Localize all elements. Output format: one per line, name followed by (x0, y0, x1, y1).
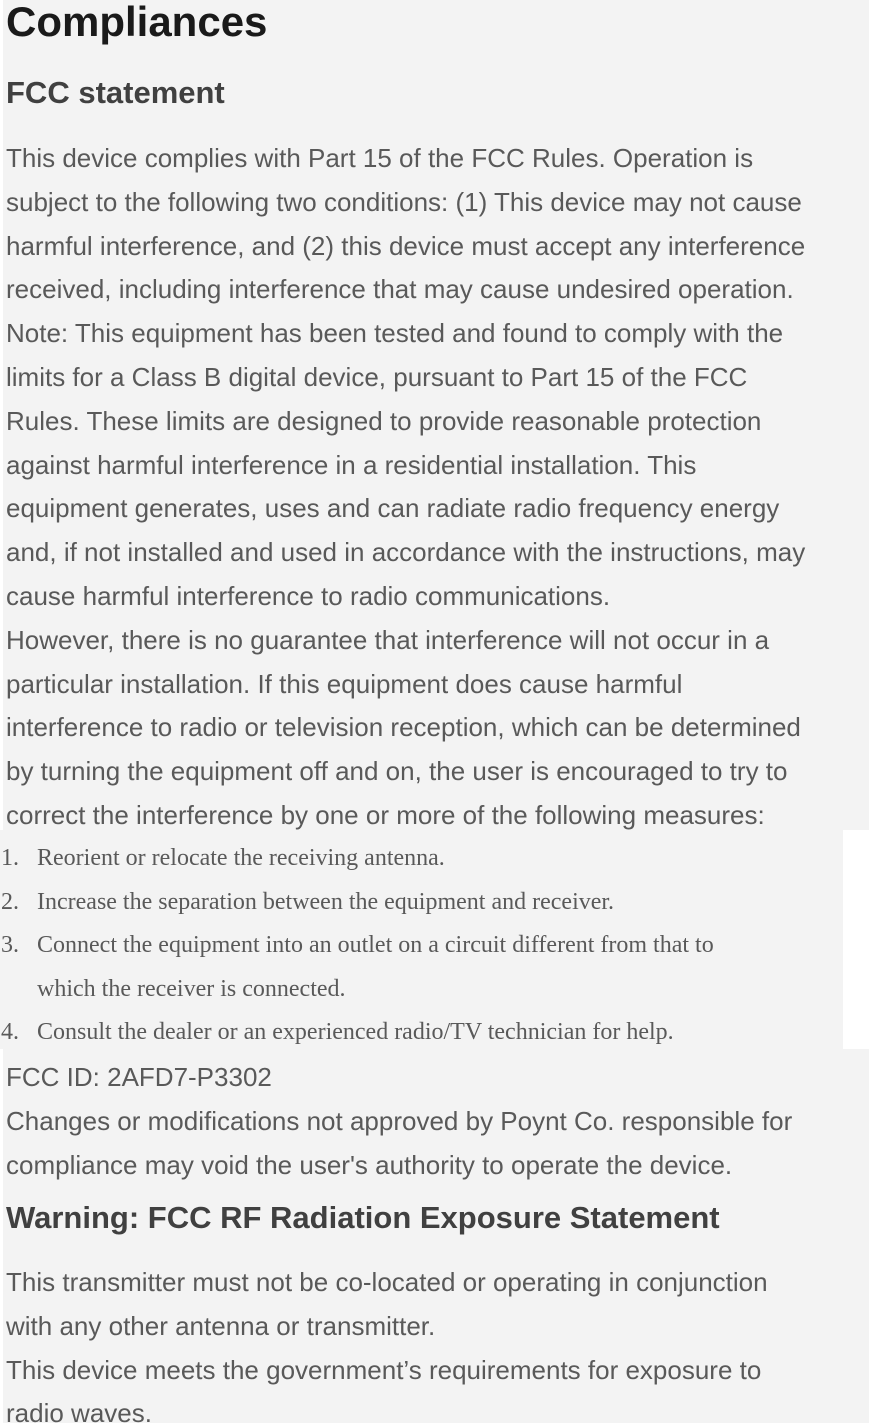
list-item-text: Consult the dealer or an experienced radio/TV technician for help. (37, 1019, 674, 1046)
list-item-text: Connect the equipment into an outlet on a circuit different from that to (37, 932, 714, 959)
list-item (1, 1017, 674, 1047)
paragraph-line: radio waves. (6, 1398, 152, 1428)
fcc-statement-heading: FCC statement (6, 75, 225, 110)
paragraph-line: This transmitter must not be co-located or operating in conjunction (6, 1267, 768, 1297)
paragraph-line: with any other antenna or transmitter. (6, 1310, 436, 1341)
paragraph-line: particular installation. If this equipment does cause harmful (6, 668, 683, 699)
list-item-text-continued: which the receiver is connected. (37, 975, 346, 1002)
paragraph-line: limits for a Class B digital device, pursuant to Part 15 of the FCC (6, 362, 748, 392)
paragraph-line: However, there is no guarantee that interference will not occur in a (6, 624, 770, 655)
paragraph-line: harmful interference, and (2) this device must accept any interference (6, 230, 806, 261)
paragraph-line: This device meets the government’s requirements for exposure to (6, 1354, 762, 1385)
list-item-text: Increase the separation between the equipment and receiver. (37, 888, 615, 915)
paragraph-line: correct the interference by one or more of the following measures: (6, 800, 765, 830)
paragraph-line: and, if not installed and used in accordance with the instructions, may (6, 537, 806, 568)
list-item-number: 2. (1, 888, 19, 915)
list-item (1, 930, 714, 1004)
paragraph-line: compliance may void the user's authority to operate the device. (6, 1149, 733, 1180)
warning-heading: Warning: FCC RF Radiation Exposure Statement (6, 1200, 720, 1235)
list-item (1, 887, 615, 917)
list-item (1, 843, 445, 873)
list-item-number: 3. (1, 932, 19, 959)
list-item-number: 4. (1, 1019, 19, 1046)
paragraph-line: interference to radio or television reception, which can be determined (6, 712, 801, 743)
list-item-number: 1. (1, 845, 19, 871)
paragraph-line: FCC ID: 2AFD7-P3302 (6, 1062, 272, 1092)
page-title: Compliances (6, 0, 268, 45)
paragraph-line: subject to the following two conditions: (1) This device may not cause (6, 186, 802, 217)
paragraph-line: Changes or modifications not approved by Poynt Co. responsible for (6, 1105, 793, 1136)
paragraph-line: Note: This equipment has been tested and found to comply with the (6, 318, 784, 349)
paragraph-line: Rules. These limits are designed to provide reasonable protection (6, 405, 762, 436)
paragraph-line: against harmful interference in a residential installation. This (6, 449, 697, 480)
paragraph-line: received, including interference that may cause undesired operation. (6, 274, 794, 305)
list-item-text: Reorient or relocate the receiving antenna. (37, 845, 445, 871)
paragraph-line: by turning the equipment off and on, the user is encouraged to try to (6, 756, 788, 787)
paragraph-line: equipment generates, uses and can radiate radio frequency energy (6, 493, 780, 524)
paragraph-line: cause harmful interference to radio communications. (6, 581, 611, 611)
paragraph-line: This device complies with Part 15 of the FCC Rules. Operation is (6, 143, 754, 173)
